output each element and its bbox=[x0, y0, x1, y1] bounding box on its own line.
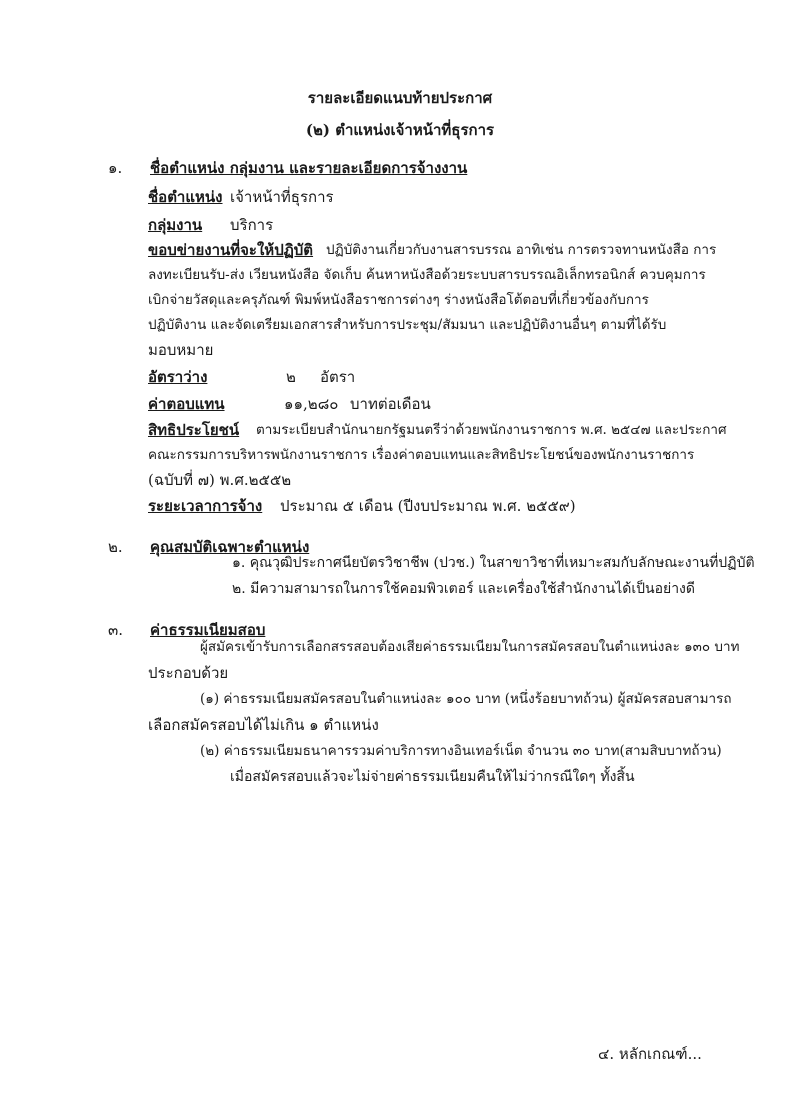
group-label: กลุ่มงาน bbox=[148, 216, 203, 234]
benefit-line: (ฉบับที่ ๗) พ.ศ.๒๕๕๒ bbox=[148, 471, 292, 489]
scope-label: ขอบข่ายงานที่จะให้ปฏิบัติ bbox=[148, 241, 314, 259]
group-value: บริการ bbox=[230, 216, 274, 234]
period-label: ระยะเวลาการจ้าง bbox=[148, 497, 263, 515]
section1-number: ๑. bbox=[108, 159, 123, 177]
qualification-item: ๒. มีความสามารถในการใช้คอมพิวเตอร์ และเครื่องใช้สำนักงานได้เป็นอย่างดี bbox=[232, 581, 695, 597]
section3-number: ๓. bbox=[108, 621, 124, 639]
fee-line: (๑) ค่าธรรมเนียมสมัครสอบในตำแหน่งละ ๑๐๐ บาท (หนึ่งร้อยบาทถ้วน) ผู้สมัครสอบสามารถ bbox=[200, 691, 732, 707]
scope-line: ลงทะเบียนรับ-ส่ง เวียนหนังสือ จัดเก็บ ค้นหาหนังสือด้วยระบบสารบรรณอิเล็กทรอนิกส์ ควบคุมการ bbox=[148, 267, 706, 283]
period-value: ประมาณ ๕ เดือน (ปีงบประมาณ พ.ศ. ๒๕๕๙) bbox=[280, 497, 576, 515]
document-subtitle: (๒) ตำแหน่งเจ้าหน้าที่ธุรการ bbox=[305, 121, 495, 139]
section1-heading: ชื่อตำแหน่ง กลุ่มงาน และรายละเอียดการจ้างงาน bbox=[150, 159, 468, 177]
salary-value: ๑๑,๒๘๐ bbox=[284, 395, 339, 413]
section2-heading: คุณสมบัติเฉพาะตำแหน่ง bbox=[150, 538, 310, 556]
benefit-line: คณะกรรมการบริหารพนักงานราชการ เรื่องค่าตอบแทนและสิทธิประโยชน์ของพนักงานราชการ bbox=[148, 447, 695, 463]
position-value: เจ้าหน้าที่ธุรการ bbox=[230, 188, 334, 206]
salary-label: ค่าตอบแทน bbox=[148, 395, 225, 413]
page-continuation: ๔. หลักเกณฑ์... bbox=[598, 1045, 702, 1063]
vacancy-unit: อัตรา bbox=[320, 368, 356, 386]
vacancy-label: อัตราว่าง bbox=[148, 368, 208, 386]
vacancy-value: ๒ bbox=[286, 368, 296, 386]
fee-line: (๒) ค่าธรรมเนียมธนาคารรวมค่าบริการทางอินเทอร์เน็ต จำนวน ๓๐ บาท(สามสิบบาทถ้วน) bbox=[200, 743, 722, 759]
document-title: รายละเอียดแนบท้ายประกาศ bbox=[307, 89, 493, 107]
scope-line: ปฏิบัติงานเกี่ยวกับงานสารบรรณ อาทิเช่น การตรวจทานหนังสือ การ bbox=[326, 242, 717, 258]
section2-number: ๒. bbox=[108, 538, 123, 556]
benefit-label: สิทธิประโยชน์ bbox=[148, 421, 240, 439]
position-label: ชื่อตำแหน่ง bbox=[148, 188, 223, 206]
salary-unit: บาทต่อเดือน bbox=[350, 395, 431, 413]
benefit-line: ตามระเบียบสำนักนายกรัฐมนตรีว่าด้วยพนักงานราชการ พ.ศ. ๒๕๔๗ และประกาศ bbox=[256, 422, 727, 438]
fee-line: ผู้สมัครเข้ารับการเลือกสรรสอบต้องเสียค่าธรรมเนียมในการสมัครสอบในตำแหน่งละ ๑๓๐ บาท bbox=[200, 639, 740, 655]
fee-line: เมื่อสมัครสอบแล้วจะไม่จ่ายค่าธรรมเนียมคืนให้ไม่ว่ากรณีใดๆ ทั้งสิ้น bbox=[230, 769, 635, 785]
scope-line: ปฏิบัติงาน และจัดเตรียมเอกสารสำหรับการประชุม/สัมมนา และปฏิบัติงานอื่นๆ ตามที่ได้รับ bbox=[148, 317, 667, 333]
scope-line: มอบหมาย bbox=[148, 341, 214, 359]
section3-heading: ค่าธรรมเนียมสอบ bbox=[150, 621, 266, 639]
fee-line: ประกอบด้วย bbox=[148, 664, 229, 682]
qualification-item: ๑. คุณวุฒิประกาศนียบัตรวิชาชีพ (ปวช.) ในสาขาวิชาที่เหมาะสมกับลักษณะงานที่ปฏิบัติ bbox=[232, 555, 755, 571]
fee-line: เลือกสมัครสอบได้ไม่เกิน ๑ ตำแหน่ง bbox=[148, 716, 379, 734]
scope-line: เบิกจ่ายวัสดุและครุภัณฑ์ พิมพ์หนังสือราชการต่างๆ ร่างหนังสือโต้ตอบที่เกี่ยวข้องกับการ bbox=[148, 292, 649, 308]
